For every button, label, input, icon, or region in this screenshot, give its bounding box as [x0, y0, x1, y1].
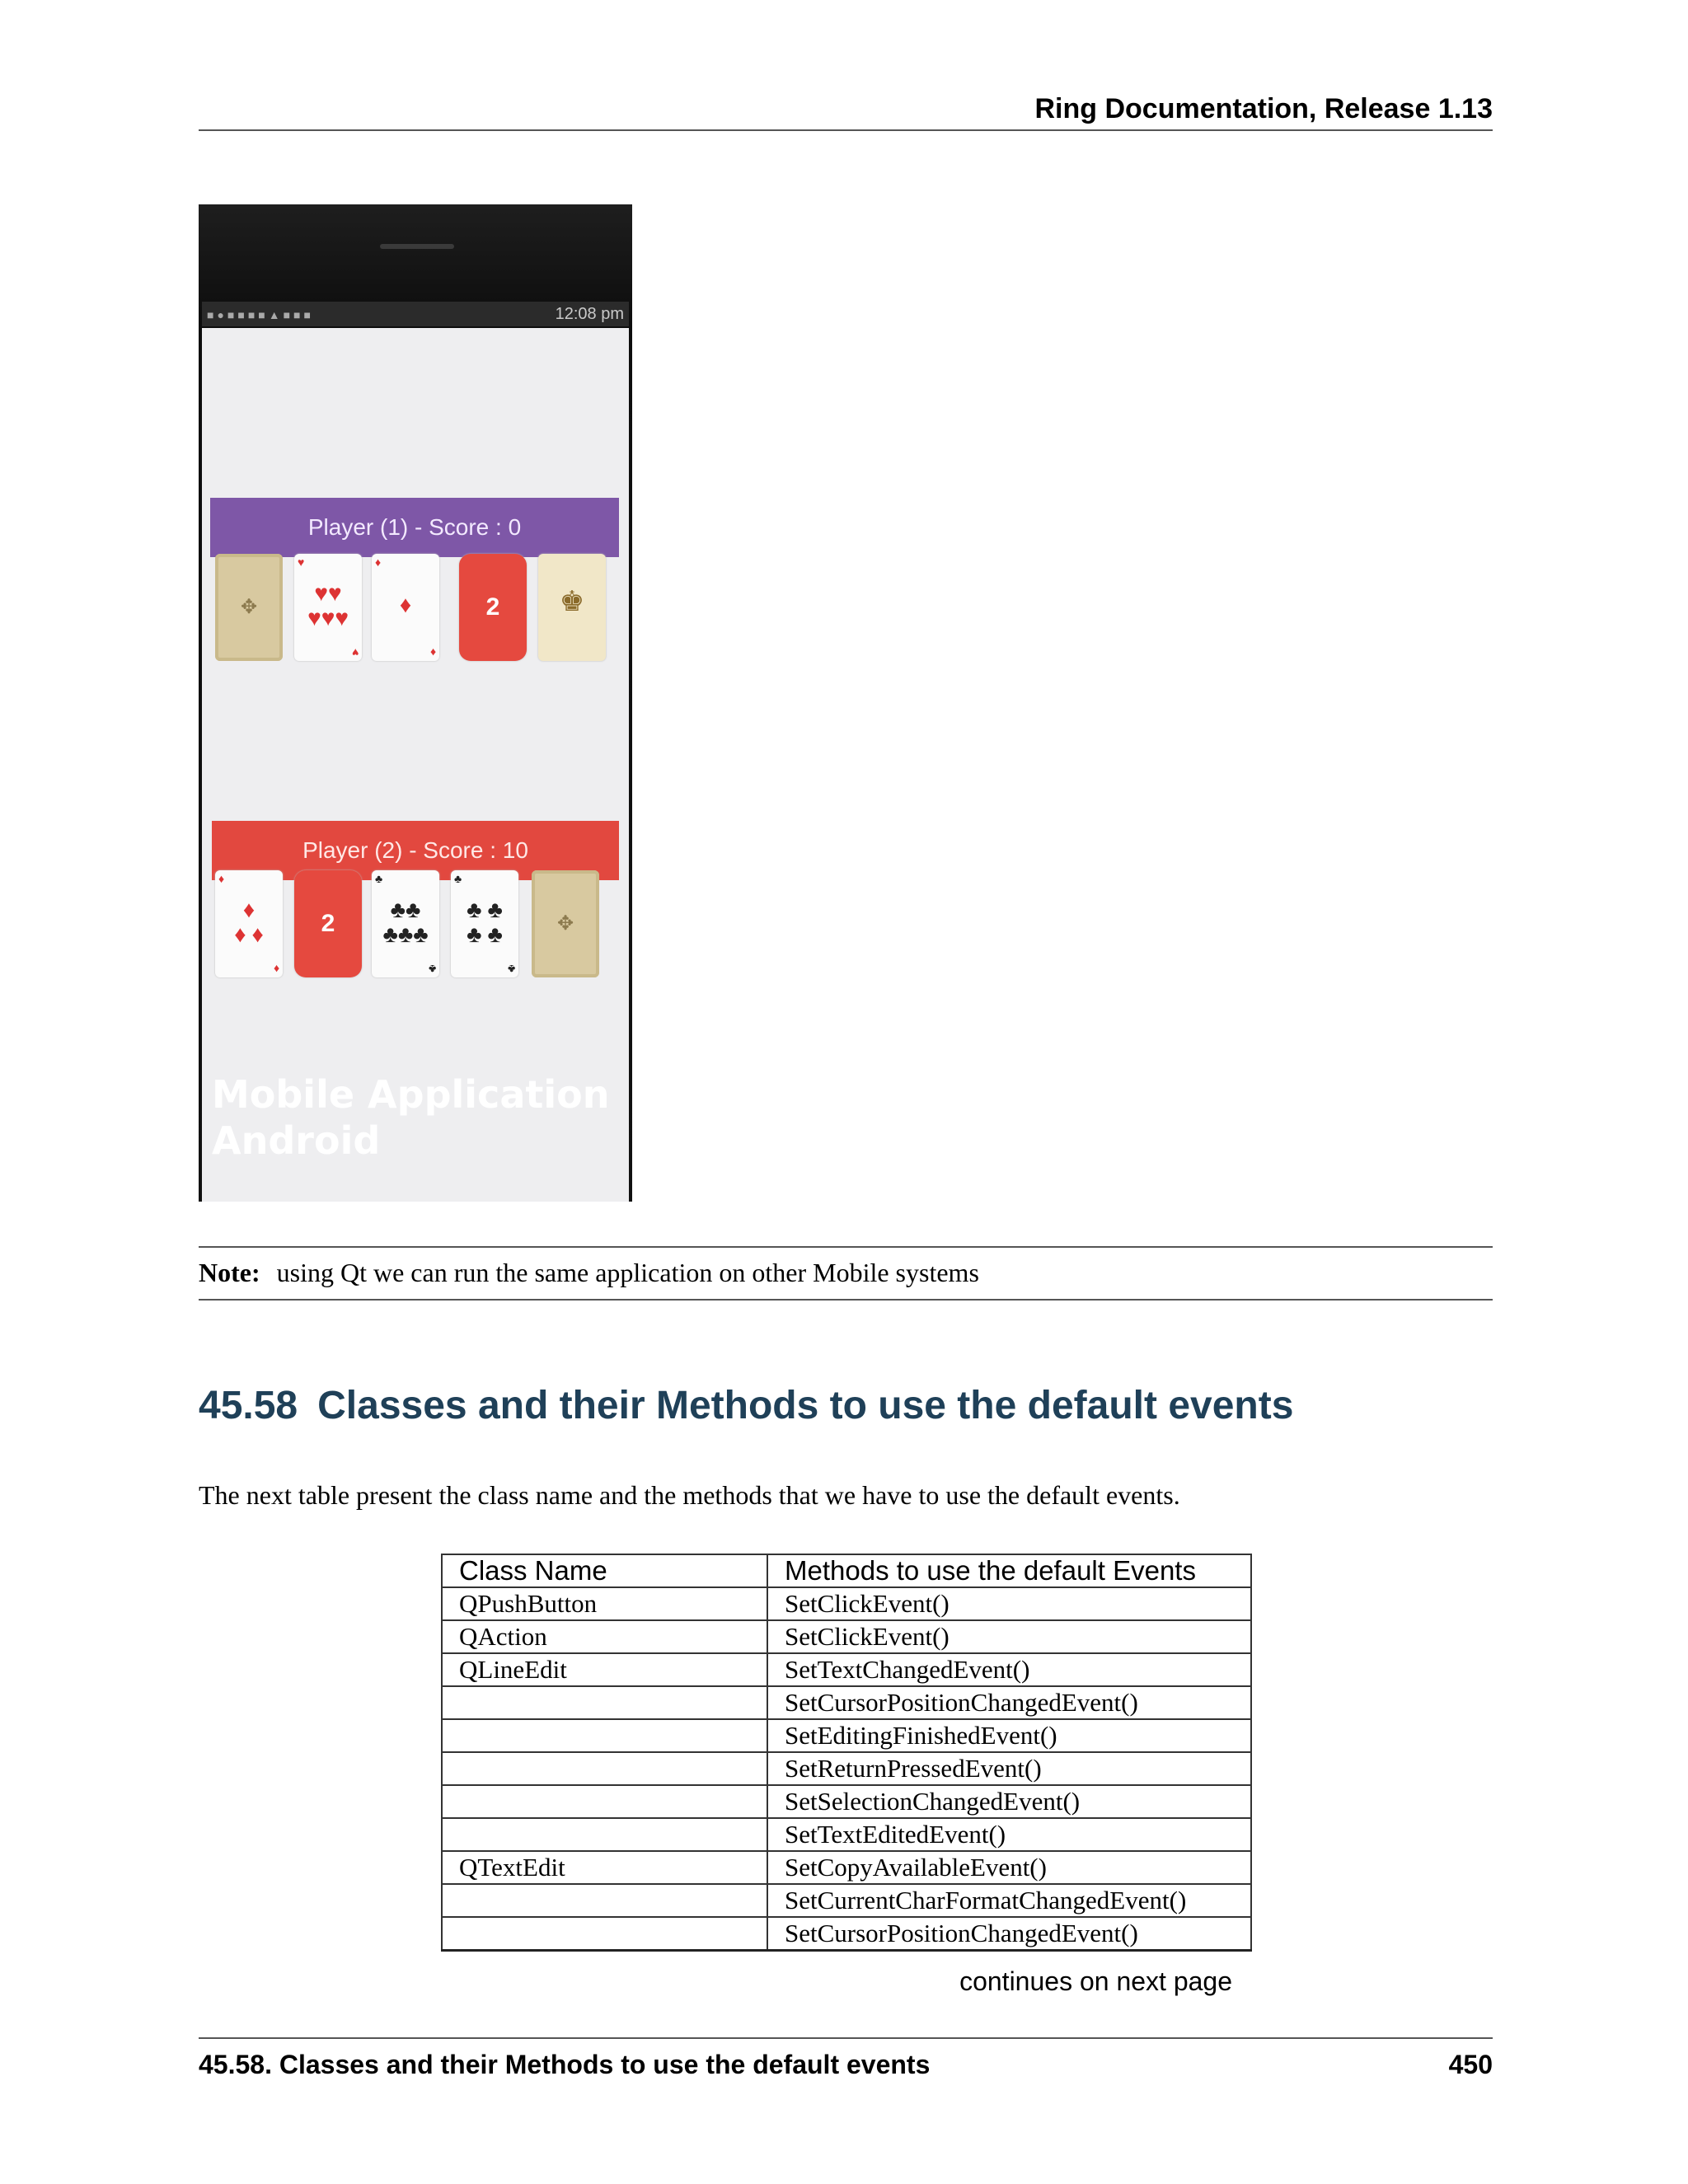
table-row	[442, 1686, 1251, 1719]
table-row	[442, 1785, 1251, 1818]
method-cell: SetCursorPositionChangedEvent()	[767, 1917, 1251, 1951]
card-back-pattern-icon: ✥	[240, 597, 258, 618]
card-hearts: ♥ ♥♥ ♥♥♥ ♥	[294, 554, 362, 661]
diamonds-icon: ♦ ♦ ♦	[234, 898, 264, 948]
table-row	[442, 1818, 1251, 1851]
page-number: 450	[1448, 2050, 1493, 2079]
table-row	[442, 1851, 1251, 1884]
player2-score-bar: Player (2) - Score : 10	[212, 821, 619, 880]
footer-section-ref: 45.58. Classes and their Methods to use the default events	[199, 2050, 931, 2079]
section-heading	[199, 1381, 1493, 1431]
events-table	[441, 1554, 1252, 1952]
class-cell	[442, 1686, 767, 1719]
card-back	[215, 554, 283, 661]
method-cell: SetCopyAvailableEvent()	[767, 1851, 1251, 1884]
class-cell	[442, 1818, 767, 1851]
section-number: 45.58	[199, 1384, 298, 1427]
class-cell	[442, 1719, 767, 1752]
method-cell: SetCurrentCharFormatChangedEvent()	[767, 1884, 1251, 1917]
method-cell: SetClickEvent()	[767, 1587, 1251, 1620]
class-cell	[442, 1785, 767, 1818]
hearts-icon: ♥♥ ♥♥♥	[307, 581, 349, 631]
method-cell: SetTextEditedEvent()	[767, 1818, 1251, 1851]
face-card-icon: ♚	[559, 587, 585, 617]
class-cell	[442, 1884, 767, 1917]
table-row	[442, 1719, 1251, 1752]
note-text: using Qt we can run the same application on other Mobile systems	[276, 1258, 979, 1287]
method-cell: SetCursorPositionChangedEvent()	[767, 1686, 1251, 1719]
intro-paragraph: The next table present the class name and the methods that we have to use the default events.	[199, 1480, 1180, 1510]
special-card-2: 2	[459, 554, 527, 661]
table-row	[442, 1653, 1251, 1686]
diamond-icon: ♦	[399, 593, 412, 618]
section-title-text: Classes and their Methods to use the default events	[317, 1384, 1294, 1427]
table-row	[442, 1587, 1251, 1620]
card-back-pattern-icon: ✥	[556, 913, 574, 935]
note-label: Note:	[199, 1258, 260, 1287]
class-cell	[442, 1752, 767, 1785]
class-cell	[442, 1917, 767, 1951]
card-clubs: ♣ ♣ ♣ ♣ ♣ ♣	[451, 870, 518, 977]
running-header: Ring Documentation, Release 1.13	[1034, 93, 1493, 124]
status-time: 12:08 pm	[555, 305, 624, 323]
method-cell: SetEditingFinishedEvent()	[767, 1719, 1251, 1752]
class-cell: QPushButton	[442, 1587, 767, 1620]
phone-earpiece	[380, 244, 454, 249]
method-cell: SetSelectionChangedEvent()	[767, 1785, 1251, 1818]
special-card-2: 2	[294, 870, 362, 977]
table-header-row	[442, 1554, 1251, 1587]
card-diamonds: ♦ ♦ ♦ ♦ ♦	[215, 870, 283, 977]
class-cell: QAction	[442, 1620, 767, 1653]
method-cell: SetReturnPressedEvent()	[767, 1752, 1251, 1785]
android-app-screenshot	[199, 204, 632, 1202]
note-box	[199, 1246, 1493, 1299]
status-icons: ■●■■■■▲■■■	[207, 308, 314, 321]
card-back	[532, 870, 599, 977]
column-header-class-name: Class Name	[442, 1554, 767, 1587]
class-cell: QTextEdit	[442, 1851, 767, 1884]
table-row	[442, 1752, 1251, 1785]
method-cell: SetClickEvent()	[767, 1620, 1251, 1653]
figure-caption: Mobile Application Android	[212, 1072, 610, 1163]
header-rule	[199, 129, 1493, 131]
note-bottom-rule	[199, 1299, 1493, 1301]
clubs-icon: ♣♣ ♣♣♣	[382, 898, 429, 948]
card-jack	[538, 554, 606, 661]
player1-score-bar: Player (1) - Score : 0	[210, 498, 619, 557]
table-continuation-note: continues on next page	[959, 1966, 1232, 1996]
card-clubs: ♣ ♣♣ ♣♣♣ ♣	[372, 870, 439, 977]
table-row	[442, 1620, 1251, 1653]
table-row	[442, 1884, 1251, 1917]
card-diamonds: ♦ ♦ ♦	[372, 554, 439, 661]
app-screen	[202, 328, 629, 1202]
method-cell: SetTextChangedEvent()	[767, 1653, 1251, 1686]
footer-rule	[199, 2037, 1493, 2039]
class-cell: QLineEdit	[442, 1653, 767, 1686]
status-bar	[202, 302, 629, 326]
table-row	[442, 1917, 1251, 1951]
column-header-methods: Methods to use the default Events	[767, 1554, 1251, 1587]
clubs-icon: ♣ ♣ ♣ ♣	[467, 898, 503, 948]
